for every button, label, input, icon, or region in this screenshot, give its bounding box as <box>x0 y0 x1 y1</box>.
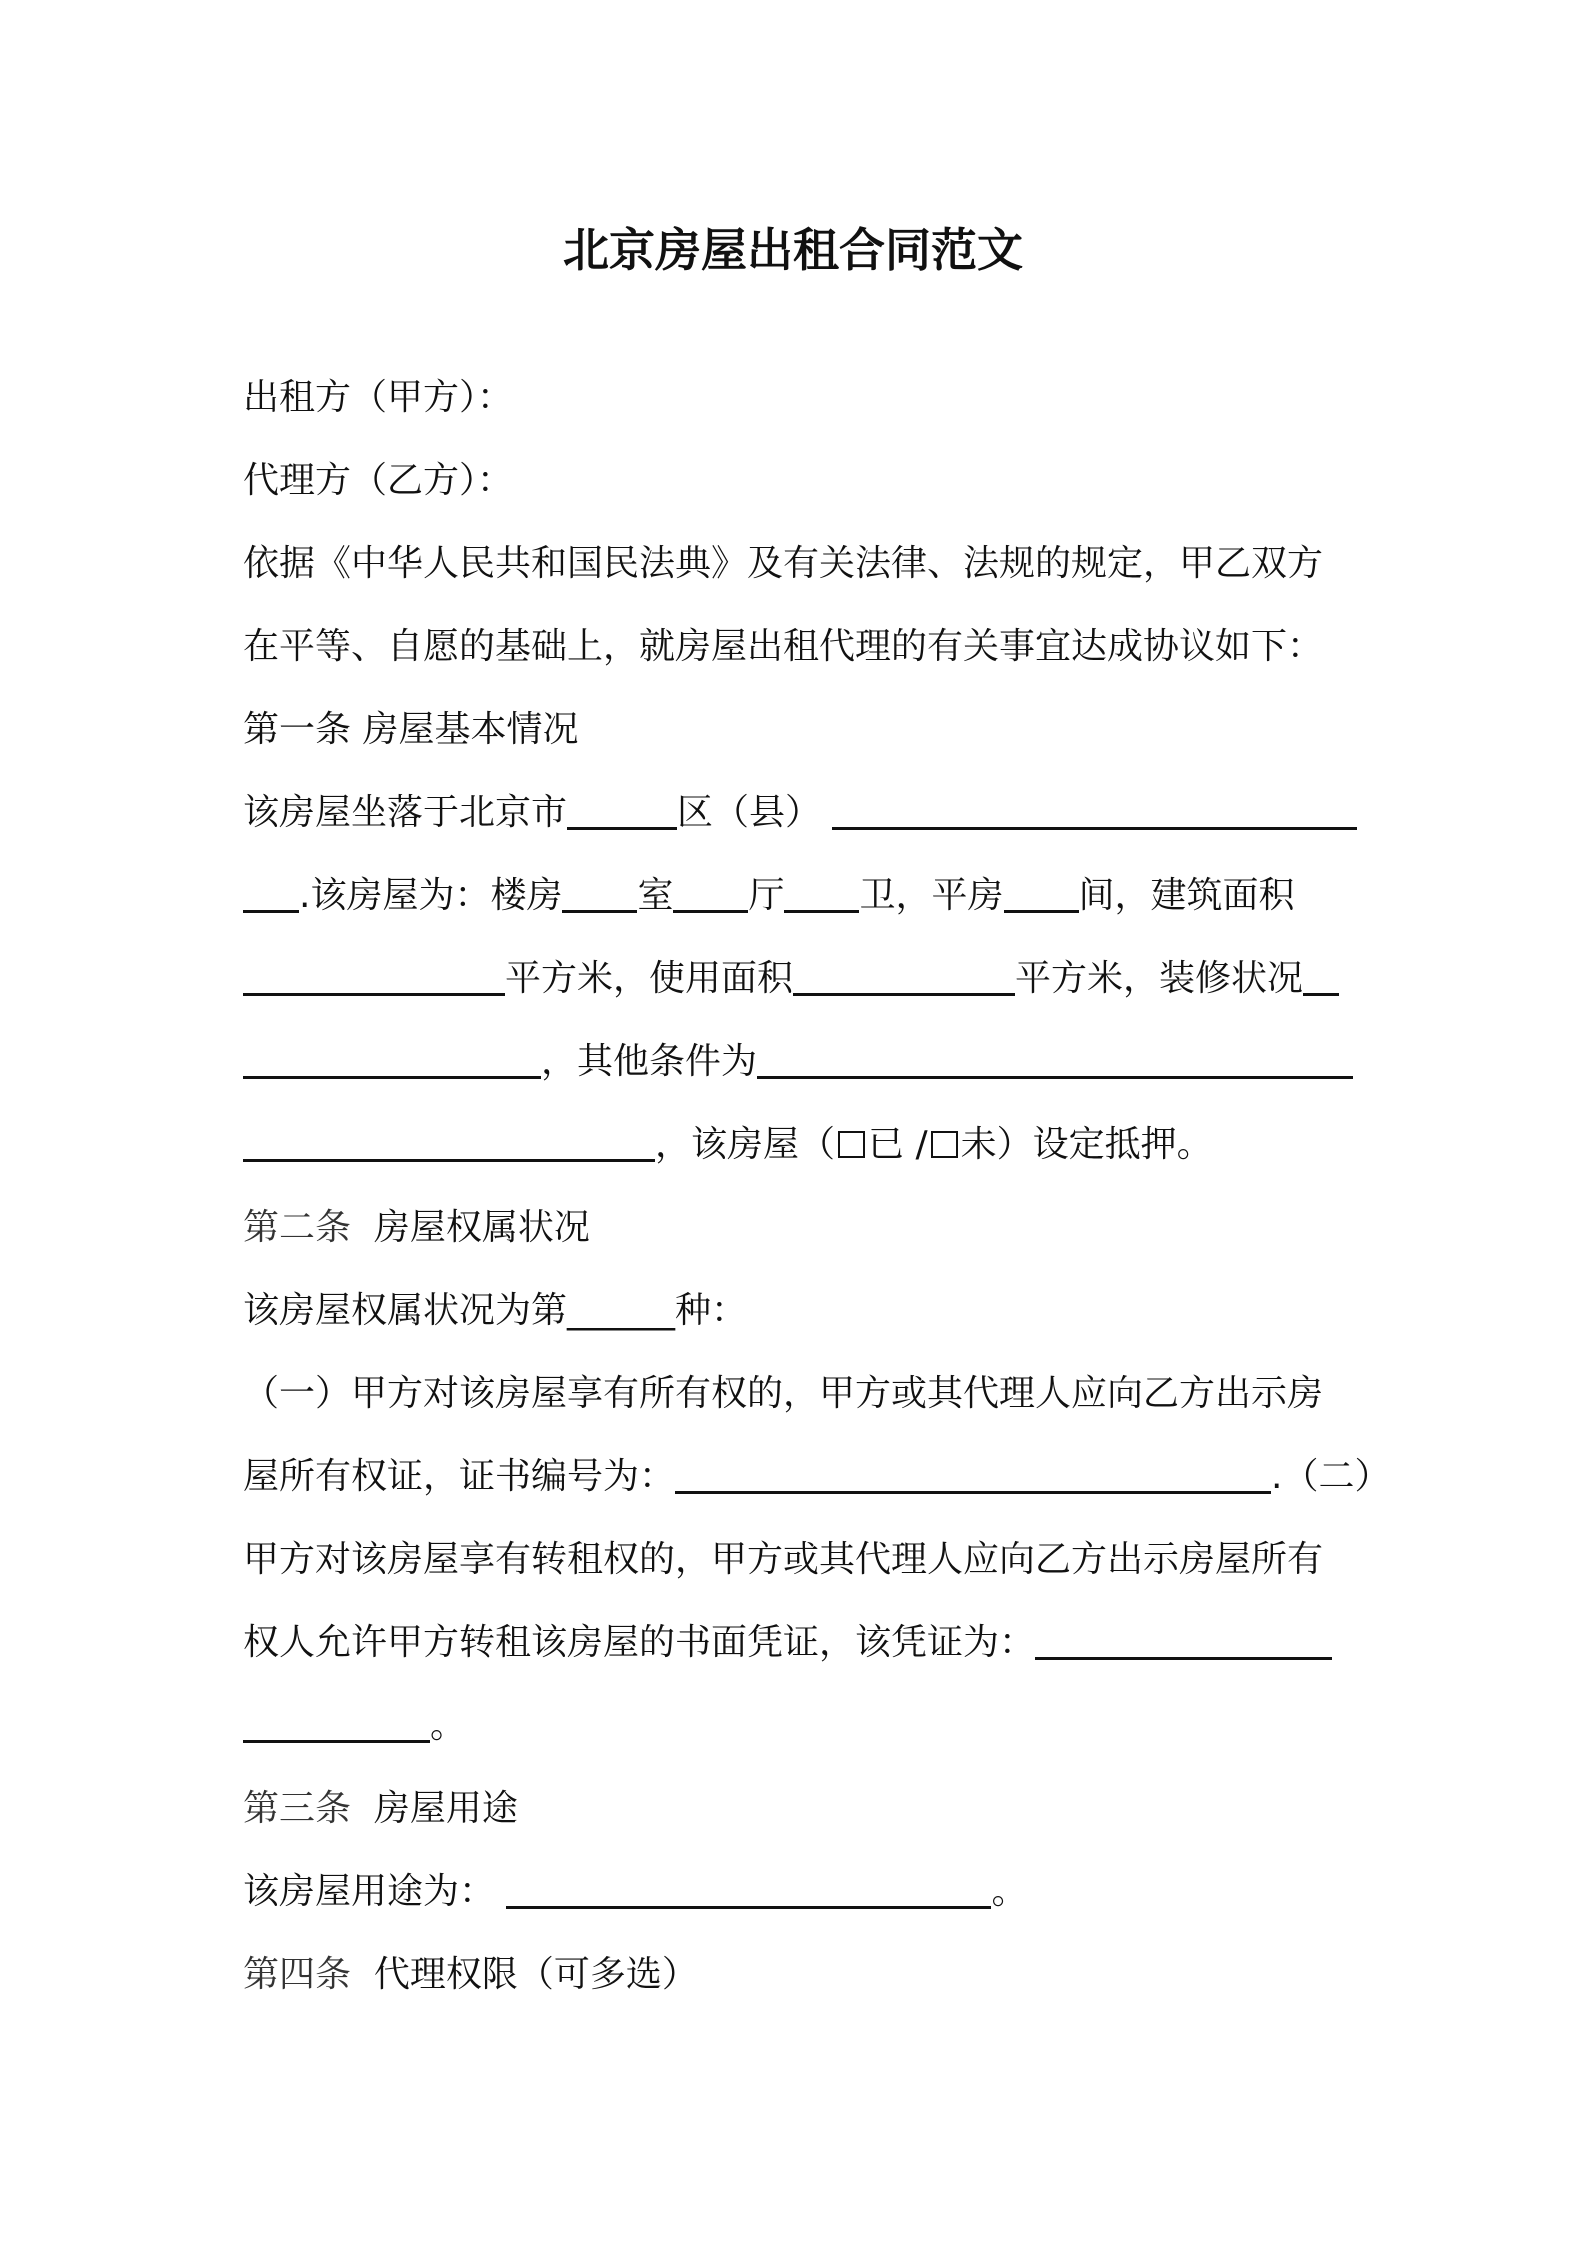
party-b-line: 代理方（乙方）： <box>243 460 514 501</box>
text: ，其他条件为 <box>541 1041 758 1082</box>
blank-decoration <box>1303 953 1339 996</box>
text: 。 <box>991 1871 1028 1912</box>
blank-bungalow-rooms <box>1004 870 1079 913</box>
blank-address-cont <box>243 870 299 913</box>
article-number: 第四条 <box>243 1954 352 1995</box>
text: 平方米，装修状况 <box>1015 958 1304 999</box>
text: 屋所有权证，证书编号为： <box>243 1456 676 1497</box>
blank-other-conditions <box>757 1036 1353 1079</box>
article-3-line-1 <box>243 1850 1356 1933</box>
text: 厅 <box>748 875 785 916</box>
article-number: 第三条 <box>243 1788 352 1829</box>
text: .该房屋为：楼房 <box>299 875 563 916</box>
checkbox-mortgaged[interactable] <box>838 1131 865 1158</box>
text: ，该房屋（ <box>655 1124 836 1165</box>
article-1-line-2 <box>243 854 1356 937</box>
blank-usable-area <box>793 953 1015 996</box>
text: 该房屋权属状况为第 <box>243 1290 568 1331</box>
text: 未）设定抵押。 <box>960 1124 1213 1165</box>
text: 已 / <box>868 1124 928 1165</box>
blank-certificate-number <box>675 1451 1271 1494</box>
article-2-line-3 <box>243 1435 1391 1518</box>
document-title: 北京房屋出租合同范文 <box>563 223 1023 277</box>
blank-district <box>567 787 677 830</box>
text: 室 <box>637 875 674 916</box>
blank-rooms <box>562 870 637 913</box>
blank-address <box>832 787 1357 830</box>
article-1-line-1 <box>243 771 1356 854</box>
party-a-line: 出租方（甲方）： <box>243 377 514 418</box>
text: 权人允许甲方转租该房屋的书面凭证，该凭证为： <box>243 1622 1036 1663</box>
article-1-line-4 <box>243 1020 1356 1103</box>
article-3-heading <box>243 1767 1356 1850</box>
article-1-line-3 <box>243 937 1356 1020</box>
article-number: 第二条 <box>243 1207 352 1248</box>
preamble-line-2: 在平等、自愿的基础上，就房屋出租代理的有关事宜达成协议如下： <box>243 626 1324 667</box>
article-2-line-6 <box>243 1684 1356 1767</box>
article-1-line-5 <box>243 1103 1356 1186</box>
article-2-heading <box>243 1186 1356 1269</box>
blank-baths <box>784 870 859 913</box>
document-body <box>243 356 1391 2016</box>
article-4-heading <box>243 1933 1356 2016</box>
blank-voucher <box>1035 1617 1332 1660</box>
text: 种： <box>675 1290 748 1331</box>
article-2-line-5 <box>243 1601 1356 1684</box>
blank-voucher-cont <box>243 1700 430 1743</box>
text: 该房屋坐落于北京市 <box>243 792 568 833</box>
article-2-line-1 <box>243 1269 1356 1352</box>
article-2-line-4: 甲方对该房屋享有转租权的，甲方或其代理人应向乙方出示房屋所有 <box>243 1539 1324 1580</box>
text: 。 <box>430 1705 467 1746</box>
blank-other-conditions-cont <box>243 1119 655 1162</box>
preamble-line-1: 依据《中华人民共和国民法典》及有关法律、法规的规定，甲乙双方 <box>243 543 1324 584</box>
blank-decoration-cont <box>243 1036 541 1079</box>
text: 区（县） <box>677 792 822 833</box>
article-1-heading: 第一条 房屋基本情况 <box>243 709 579 750</box>
blank-halls <box>673 870 748 913</box>
article-2-line-2: （一）甲方对该房屋享有所有权的，甲方或其代理人应向乙方出示房 <box>243 1373 1324 1414</box>
article-title: 房屋权属状况 <box>373 1207 590 1248</box>
text: 卫，平房 <box>859 875 1004 916</box>
checkbox-not-mortgaged[interactable] <box>931 1131 958 1158</box>
blank-building-area <box>243 953 505 996</box>
article-title: 代理权限（可多选） <box>373 1954 698 1995</box>
article-title: 房屋用途 <box>373 1788 518 1829</box>
text: 该房屋用途为： <box>243 1871 496 1912</box>
blank-usage <box>506 1866 991 1909</box>
blank-type: ______ <box>567 1290 676 1331</box>
text: .（二） <box>1271 1456 1391 1497</box>
text: 平方米，使用面积 <box>505 958 794 999</box>
text: 间，建筑面积 <box>1078 875 1295 916</box>
